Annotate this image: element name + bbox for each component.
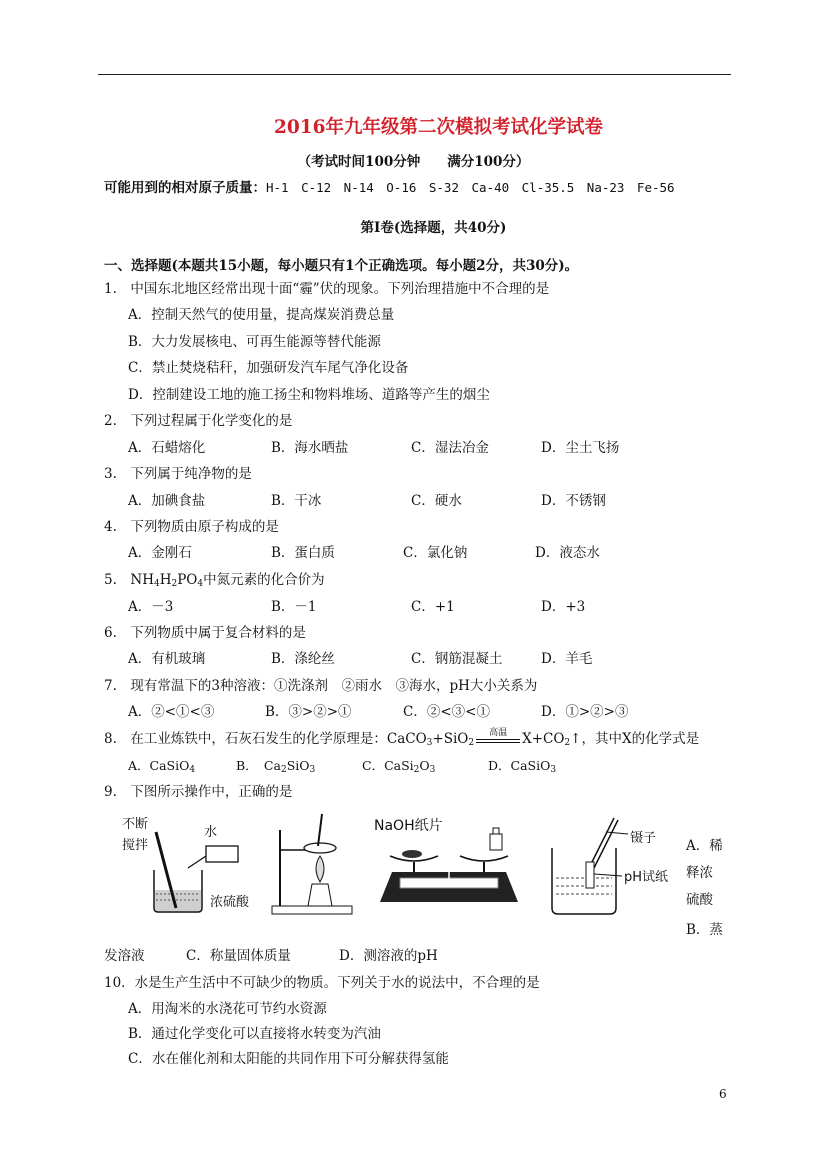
q10-option-c: C．水在催化剂和太阳能的共同作用下可分解获得氢能 xyxy=(128,1051,449,1067)
fig1-label-water: 水 xyxy=(204,825,218,840)
q7-option-d: D．①>②>③ xyxy=(541,704,629,720)
q1-stem: 1. 中国东北地区经常出现十面“霾”伏的现象。下列治理措施中不合理的是 xyxy=(104,281,550,297)
atomic-mass-label: 可能用到的相对原子质量： xyxy=(104,180,266,196)
q9-option-d: D．测溶液的pH xyxy=(339,948,438,964)
water-container xyxy=(206,846,238,862)
q3-option-a: A．加碘食盐 xyxy=(128,493,206,509)
naoh-sample xyxy=(402,850,422,858)
q7-option-b: B．③>②>① xyxy=(265,704,352,720)
q9-side-option-3: 硫酸 xyxy=(686,892,713,908)
q6-option-a: A．有机玻璃 xyxy=(128,651,206,667)
tweezers xyxy=(590,818,614,866)
q4-option-a: A．金刚石 xyxy=(128,545,192,561)
page-number: 6 xyxy=(719,1087,727,1101)
figure-evaporation xyxy=(264,810,356,920)
q6-option-d: D．羊毛 xyxy=(541,651,593,667)
fig4-label-ph-paper: pH试纸 xyxy=(624,870,669,885)
glass-rod xyxy=(318,814,322,846)
ph-paper xyxy=(586,862,594,888)
q9-side-option-2: 释浓 xyxy=(686,865,713,881)
q8-option-d: D．CaSiO$_3$ xyxy=(488,758,557,775)
q5-option-c: C．+1 xyxy=(411,599,455,615)
q9-side-option-4: B．蒸 xyxy=(686,922,723,938)
q2-option-b: B．海水晒盐 xyxy=(271,440,349,456)
right-pan xyxy=(460,856,508,861)
q4-option-c: C．氯化钠 xyxy=(403,545,468,561)
q2-option-d: D．尘土飞扬 xyxy=(541,440,620,456)
q7-stem: 7. 现有常温下的3种溶液：①洗涤剂 ②雨水 ③海水，pH大小关系为 xyxy=(104,678,538,694)
q8-option-a: A．CaSiO$_4$ xyxy=(128,758,196,775)
q9-side-option-1: A．稀 xyxy=(686,838,723,854)
figure-ph-test xyxy=(544,812,678,920)
q9-stem: 9. 下图所示操作中，正确的是 xyxy=(104,784,293,800)
figure-balance xyxy=(372,812,528,916)
weight-icon xyxy=(490,834,502,850)
q5-option-d: D．+3 xyxy=(541,599,586,615)
evaporating-dish xyxy=(304,843,336,853)
beaker-icon xyxy=(552,848,616,914)
q6-option-b: B．涤纶丝 xyxy=(271,651,335,667)
q3-option-c: C．硬水 xyxy=(411,493,462,509)
section-heading: 一、选择题(本题共15小题，每小题只有1个正确选项。每小题2分，共30分)。 xyxy=(104,258,579,274)
volume-title: 第Ⅰ卷(选择题，共40分) xyxy=(360,220,507,236)
q2-option-c: C．湿法冶金 xyxy=(411,440,489,456)
q5-option-a: A．－3 xyxy=(128,599,174,615)
q8-option-b: B． $Ca_2SiO_3$ xyxy=(236,758,316,775)
q2-stem: 2. 下列过程属于化学变化的是 xyxy=(104,413,293,429)
flame-icon xyxy=(316,856,324,882)
q6-option-c: C．钢筋混凝土 xyxy=(411,651,503,667)
q10-option-b: B．通过化学变化可以直接将水转变为汽油 xyxy=(128,1026,381,1042)
fig3-label-naoh: NaOH纸片 xyxy=(374,818,443,834)
atomic-mass-line xyxy=(104,179,675,197)
header-rule xyxy=(98,74,731,75)
beaker-icon xyxy=(154,870,202,912)
q10-stem: 10．水是生产生活中不可缺少的物质。下列关于水的说法中，不合理的是 xyxy=(104,975,540,991)
q9-option-c: C．称量固体质量 xyxy=(186,948,291,964)
figure-dilute-acid xyxy=(118,812,258,922)
q2-option-a: A．石蜡熔化 xyxy=(128,440,206,456)
q8-stem: 8. 在工业炼铁中，石灰石发生的化学原理是：CaCO$_3$+SiO$_2$ 高温 $X+CO_2↑$，其中X的化学式是 xyxy=(104,728,700,748)
reaction-condition: 高温 xyxy=(476,733,520,743)
q4-stem: 4. 下列物质由原子构成的是 xyxy=(104,519,279,535)
q10-option-a: A．用淘米的水浇花可节约水资源 xyxy=(128,1001,327,1017)
q3-stem: 3. 下列属于纯净物的是 xyxy=(104,466,252,482)
q5-stem: 5. $NH_4H_2PO_4$中氮元素的化合价为 xyxy=(104,572,325,589)
q1-option-d: D．控制建设工地的施工扬尘和物料堆场、道路等产生的烟尘 xyxy=(128,387,490,403)
exam-title: 2016年九年级第二次模拟考试化学试卷 xyxy=(274,117,603,138)
fig4-label-tweezers: 镊子 xyxy=(630,831,657,846)
q4-option-d: D．液态水 xyxy=(535,545,600,561)
q1-option-a: A．控制天然气的使用量，提高煤炭消费总量 xyxy=(128,307,395,323)
fig1-label-acid: 浓硫酸 xyxy=(210,895,250,910)
q1-option-b: B．大力发展核电、可再生能源等替代能源 xyxy=(128,334,381,350)
q3-option-d: D．不锈钢 xyxy=(541,493,606,509)
q8-option-c: C．$CaSi_2O_3$ xyxy=(362,758,436,775)
q4-option-b: B．蛋白质 xyxy=(271,545,335,561)
q3-option-b: B．干冰 xyxy=(271,493,322,509)
q6-stem: 6. 下列物质中属于复合材料的是 xyxy=(104,625,306,641)
q7-option-a: A．②<①<③ xyxy=(128,704,215,720)
q7-option-c: C．②<③<① xyxy=(403,704,490,720)
stand-base xyxy=(272,906,352,914)
fig1-label-stir-1: 不断 xyxy=(122,817,149,832)
fig1-label-stir-2: 搅拌 xyxy=(122,838,149,853)
q1-option-c: C．禁止焚烧秸秆，加强研发汽车尾气净化设备 xyxy=(128,360,409,376)
atomic-mass-values: H-1 C-12 N-14 O-16 S-32 Ca-40 Cl-35.5 Na-23 Fe-56 xyxy=(266,180,675,195)
q5-option-b: B．－1 xyxy=(271,599,317,615)
alcohol-lamp xyxy=(308,884,332,906)
exam-time-info: （考试时间100分钟 满分100分） xyxy=(297,154,530,170)
q9-option-b-cont: 发溶液 xyxy=(104,948,145,964)
